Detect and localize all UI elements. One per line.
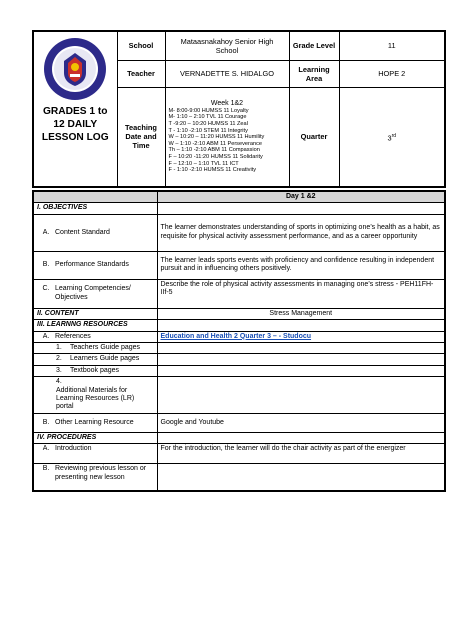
daily-lesson-log bbox=[32, 30, 444, 492]
additional-materials-num: 4. bbox=[56, 378, 62, 386]
school-value: Mataasnakahoy Senior High School bbox=[165, 31, 289, 60]
deped-seal-icon bbox=[43, 37, 107, 101]
teaching-time-label: Teaching Date and Time bbox=[117, 87, 165, 187]
deped-seal bbox=[37, 33, 114, 103]
schedule-line: F – 10:20 -11:20 HUMSS 11 Solidarity bbox=[168, 153, 263, 160]
teachers-guide-value bbox=[157, 343, 445, 354]
performance-standard-label-cell bbox=[33, 251, 157, 279]
schedule-line: F – 12:10 – 1:10 TVL 11 ICT bbox=[168, 160, 239, 167]
teachers-guide-num: 1. bbox=[56, 344, 62, 352]
grade-label: Grade Level bbox=[289, 31, 339, 60]
schedule-line: T - 1:10 -2:10 STEM 11 Integrity bbox=[168, 127, 248, 134]
textbook-label-cell bbox=[33, 365, 157, 376]
review-value bbox=[157, 464, 445, 491]
review-letter: B. bbox=[42, 465, 50, 473]
schedule-line: W – 10:20 – 11:20 HUMSS 11 Humility bbox=[168, 134, 265, 141]
logo-title-cell bbox=[33, 31, 117, 187]
day-heading: Day 1 &2 bbox=[157, 191, 445, 203]
competencies-label-cell bbox=[33, 279, 157, 308]
content-standard-label-cell bbox=[33, 214, 157, 251]
introduction-label-cell bbox=[33, 444, 157, 464]
introduction-value: For the introduction, the learner will do the chair activity as part of the energizer bbox=[157, 444, 445, 464]
school-label: School bbox=[117, 31, 165, 60]
day-heading-blank bbox=[33, 191, 157, 203]
quarter-suffix: rd bbox=[391, 132, 397, 139]
learners-guide-value bbox=[157, 354, 445, 365]
quarter-value-cell bbox=[339, 87, 445, 187]
competencies-label: Learning Competencies/ Objectives bbox=[55, 285, 131, 301]
schedule-line: W – 1:10 -2:10 ABM 11 Perseverance bbox=[168, 140, 262, 147]
textbook-value bbox=[157, 365, 445, 376]
quarter-label: Quarter bbox=[289, 87, 339, 187]
teacher-label: Teacher bbox=[117, 60, 165, 87]
additional-materials-value bbox=[157, 377, 445, 414]
learners-guide-label: Learners Guide pages bbox=[70, 355, 140, 363]
header-table bbox=[32, 30, 446, 188]
lesson-body-table bbox=[32, 190, 446, 492]
competencies-value: Describe the role of physical activity assessments in managing one’s stress - PEH11FH-IIf-5 bbox=[157, 279, 445, 308]
grade-value: 11 bbox=[339, 31, 445, 60]
content-standard-label: Content Standard bbox=[55, 228, 110, 236]
page-title: GRADES 1 to 12 DAILY LESSON LOG bbox=[41, 106, 109, 143]
performance-standard-label: Performance Standards bbox=[55, 261, 129, 269]
teachers-guide-label-cell bbox=[33, 343, 157, 354]
references-label: References bbox=[55, 332, 91, 340]
performance-standard-letter: B. bbox=[42, 261, 50, 269]
textbook-label: Textbook pages bbox=[70, 366, 120, 374]
schedule-line: M- 1:10 – 2:10 TVL 11 Courage bbox=[168, 114, 247, 121]
content-standard-letter: A. bbox=[42, 228, 50, 236]
additional-materials-label: Additional Materials for Learning Resources (LR) portal bbox=[56, 386, 135, 411]
review-label: Reviewing previous lesson or presenting new lesson bbox=[55, 465, 147, 481]
teacher-value: VERNADETTE S. HIDALGO bbox=[165, 60, 289, 87]
other-resource-letter: B. bbox=[42, 418, 50, 426]
schedule-line: Th – 1:10 -2:10 ABM 11 Compassion bbox=[168, 147, 260, 154]
other-resource-label-cell bbox=[33, 413, 157, 432]
objectives-blank bbox=[157, 203, 445, 214]
references-letter: A. bbox=[42, 332, 50, 340]
schedule-line: F - 1:10 -2:10 HUMSS 11 Creativity bbox=[168, 167, 257, 174]
schedule-cell bbox=[165, 87, 289, 187]
content-standard-value: The learner demonstrates understanding of sports in optimizing one’s health as a habit, as requisite for physical activity assessment performance, and as a career opportunity bbox=[157, 214, 445, 251]
references-label-cell bbox=[33, 331, 157, 342]
content-heading: II. CONTENT bbox=[33, 308, 157, 319]
introduction-label: Introduction bbox=[55, 445, 92, 453]
quarter-value: 3 bbox=[387, 132, 392, 142]
textbook-num: 3. bbox=[56, 366, 62, 374]
review-label-cell bbox=[33, 464, 157, 491]
references-link[interactable]: Education and Health 2 Quarter 3 – - Studocu bbox=[160, 332, 312, 340]
resources-blank bbox=[157, 320, 445, 331]
schedule-line: T -9:20 – 10:20 HUMSS 11 Zeal bbox=[168, 120, 248, 127]
learners-guide-num: 2. bbox=[56, 355, 62, 363]
additional-materials-label-cell bbox=[33, 377, 157, 414]
competencies-letter: C. bbox=[42, 285, 50, 293]
learning-area-label: Learning Area bbox=[289, 60, 339, 87]
other-resource-value: Google and Youtube bbox=[157, 413, 445, 432]
content-value: Stress Management bbox=[157, 308, 445, 319]
performance-standard-value: The learner leads sports events with proficiency and confidence resulting in independent pursuit and in influencing others positively. bbox=[157, 251, 445, 279]
schedule-line: M- 8:00-9:00 HUMSS 11 Loyalty bbox=[168, 107, 249, 114]
learning-area-value: HOPE 2 bbox=[339, 60, 445, 87]
other-resource-label: Other Learning Resource bbox=[55, 418, 134, 426]
procedures-heading: IV. PROCEDURES bbox=[33, 432, 157, 443]
resources-heading: III. LEARNNG RESOURCES bbox=[33, 320, 157, 331]
objectives-heading: I. OBJECTIVES bbox=[33, 203, 157, 214]
procedures-blank bbox=[157, 432, 445, 443]
week-label: Week 1&2 bbox=[210, 99, 244, 107]
references-link-cell bbox=[157, 331, 445, 342]
learners-guide-label-cell bbox=[33, 354, 157, 365]
introduction-letter: A. bbox=[42, 445, 50, 453]
teachers-guide-label: Teachers Guide pages bbox=[70, 344, 141, 352]
